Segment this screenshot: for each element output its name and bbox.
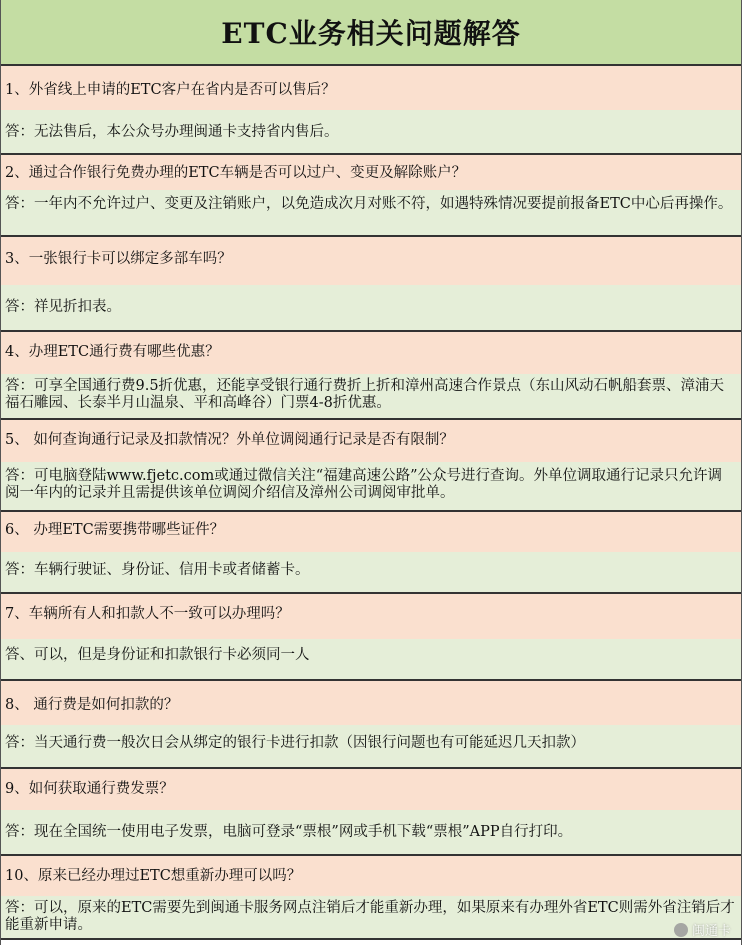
faq-question: 6、 办理ETC需要携带哪些证件？	[1, 512, 741, 552]
faq-answer: 答：可享全国通行费9.5折优惠，还能享受银行通行费折上折和漳州高速合作景点（东山风动石帆船套票、漳浦天福石雕园、长泰半月山温泉、平和高峰谷）门票4-8折优惠。	[1, 374, 741, 418]
faq-question: 9、如何获取通行费发票？	[1, 769, 741, 810]
faq-item	[1, 332, 741, 420]
page-title: ETC业务相关问题解答	[1, 0, 741, 66]
faq-question: 8、 通行费是如何扣款的？	[1, 681, 741, 725]
faq-item	[1, 512, 741, 594]
faq-item	[1, 681, 741, 769]
faq-answer: 答、可以，但是身份证和扣款银行卡必须同一人	[1, 639, 741, 679]
faq-answer: 答：当天通行费一般次日会从绑定的银行卡进行扣款（因银行问题也有可能延迟几天扣款）	[1, 725, 741, 767]
faq-item	[1, 237, 741, 332]
faq-answer: 答：祥见折扣表。	[1, 285, 741, 330]
faq-item	[1, 66, 741, 155]
faq-item	[1, 856, 741, 940]
faq-question: 4、办理ETC通行费有哪些优惠？	[1, 332, 741, 374]
faq-answer: 答：现在全国统一使用电子发票，电脑可登录“票根”网或手机下载“票根”APP自行打印。	[1, 810, 741, 854]
faq-item	[1, 155, 741, 237]
watermark-label: 闽通卡	[691, 924, 731, 939]
faq-question: 7、车辆所有人和扣款人不一致可以办理吗？	[1, 594, 741, 639]
wechat-icon	[674, 923, 688, 937]
faq-answer: 答：一年内不允许过户、变更及注销账户，以免造成次月对账不符，如遇特殊情况要提前报备ETC中心后再操作。	[1, 190, 741, 235]
faq-item	[1, 769, 741, 856]
faq-question: 3、一张银行卡可以绑定多部车吗？	[1, 237, 741, 285]
faq-question: 10、原来已经办理过ETC想重新办理可以吗？	[1, 856, 741, 896]
faq-question: 1、外省线上申请的ETC客户在省内是否可以售后？	[1, 66, 741, 110]
faq-answer: 答：可以，原来的ETC需要先到闽通卡服务网点注销后才能重新办理，如果原来有办理外省ETC则需外省注销后才能重新申请。	[1, 896, 741, 938]
faq-answer: 答：车辆行驶证、身份证、信用卡或者储蓄卡。	[1, 552, 741, 592]
faq-question: 2、通过合作银行免费办理的ETC车辆是否可以过户、变更及解除账户？	[1, 155, 741, 190]
faq-item	[1, 594, 741, 681]
faq-answer: 答：无法售后，本公众号办理闽通卡支持省内售后。	[1, 110, 741, 153]
faq-item	[1, 420, 741, 512]
watermark	[674, 920, 731, 939]
faq-question: 5、 如何查询通行记录及扣款情况？外单位调阅通行记录是否有限制？	[1, 420, 741, 462]
faq-answer: 答：可电脑登陆www.fjetc.com或通过微信关注“福建高速公路”公众号进行查询。外单位调取通行记录只允许调阅一年内的记录并且需提供该单位调阅介绍信及漳州公司调阅审批单。	[1, 462, 741, 510]
